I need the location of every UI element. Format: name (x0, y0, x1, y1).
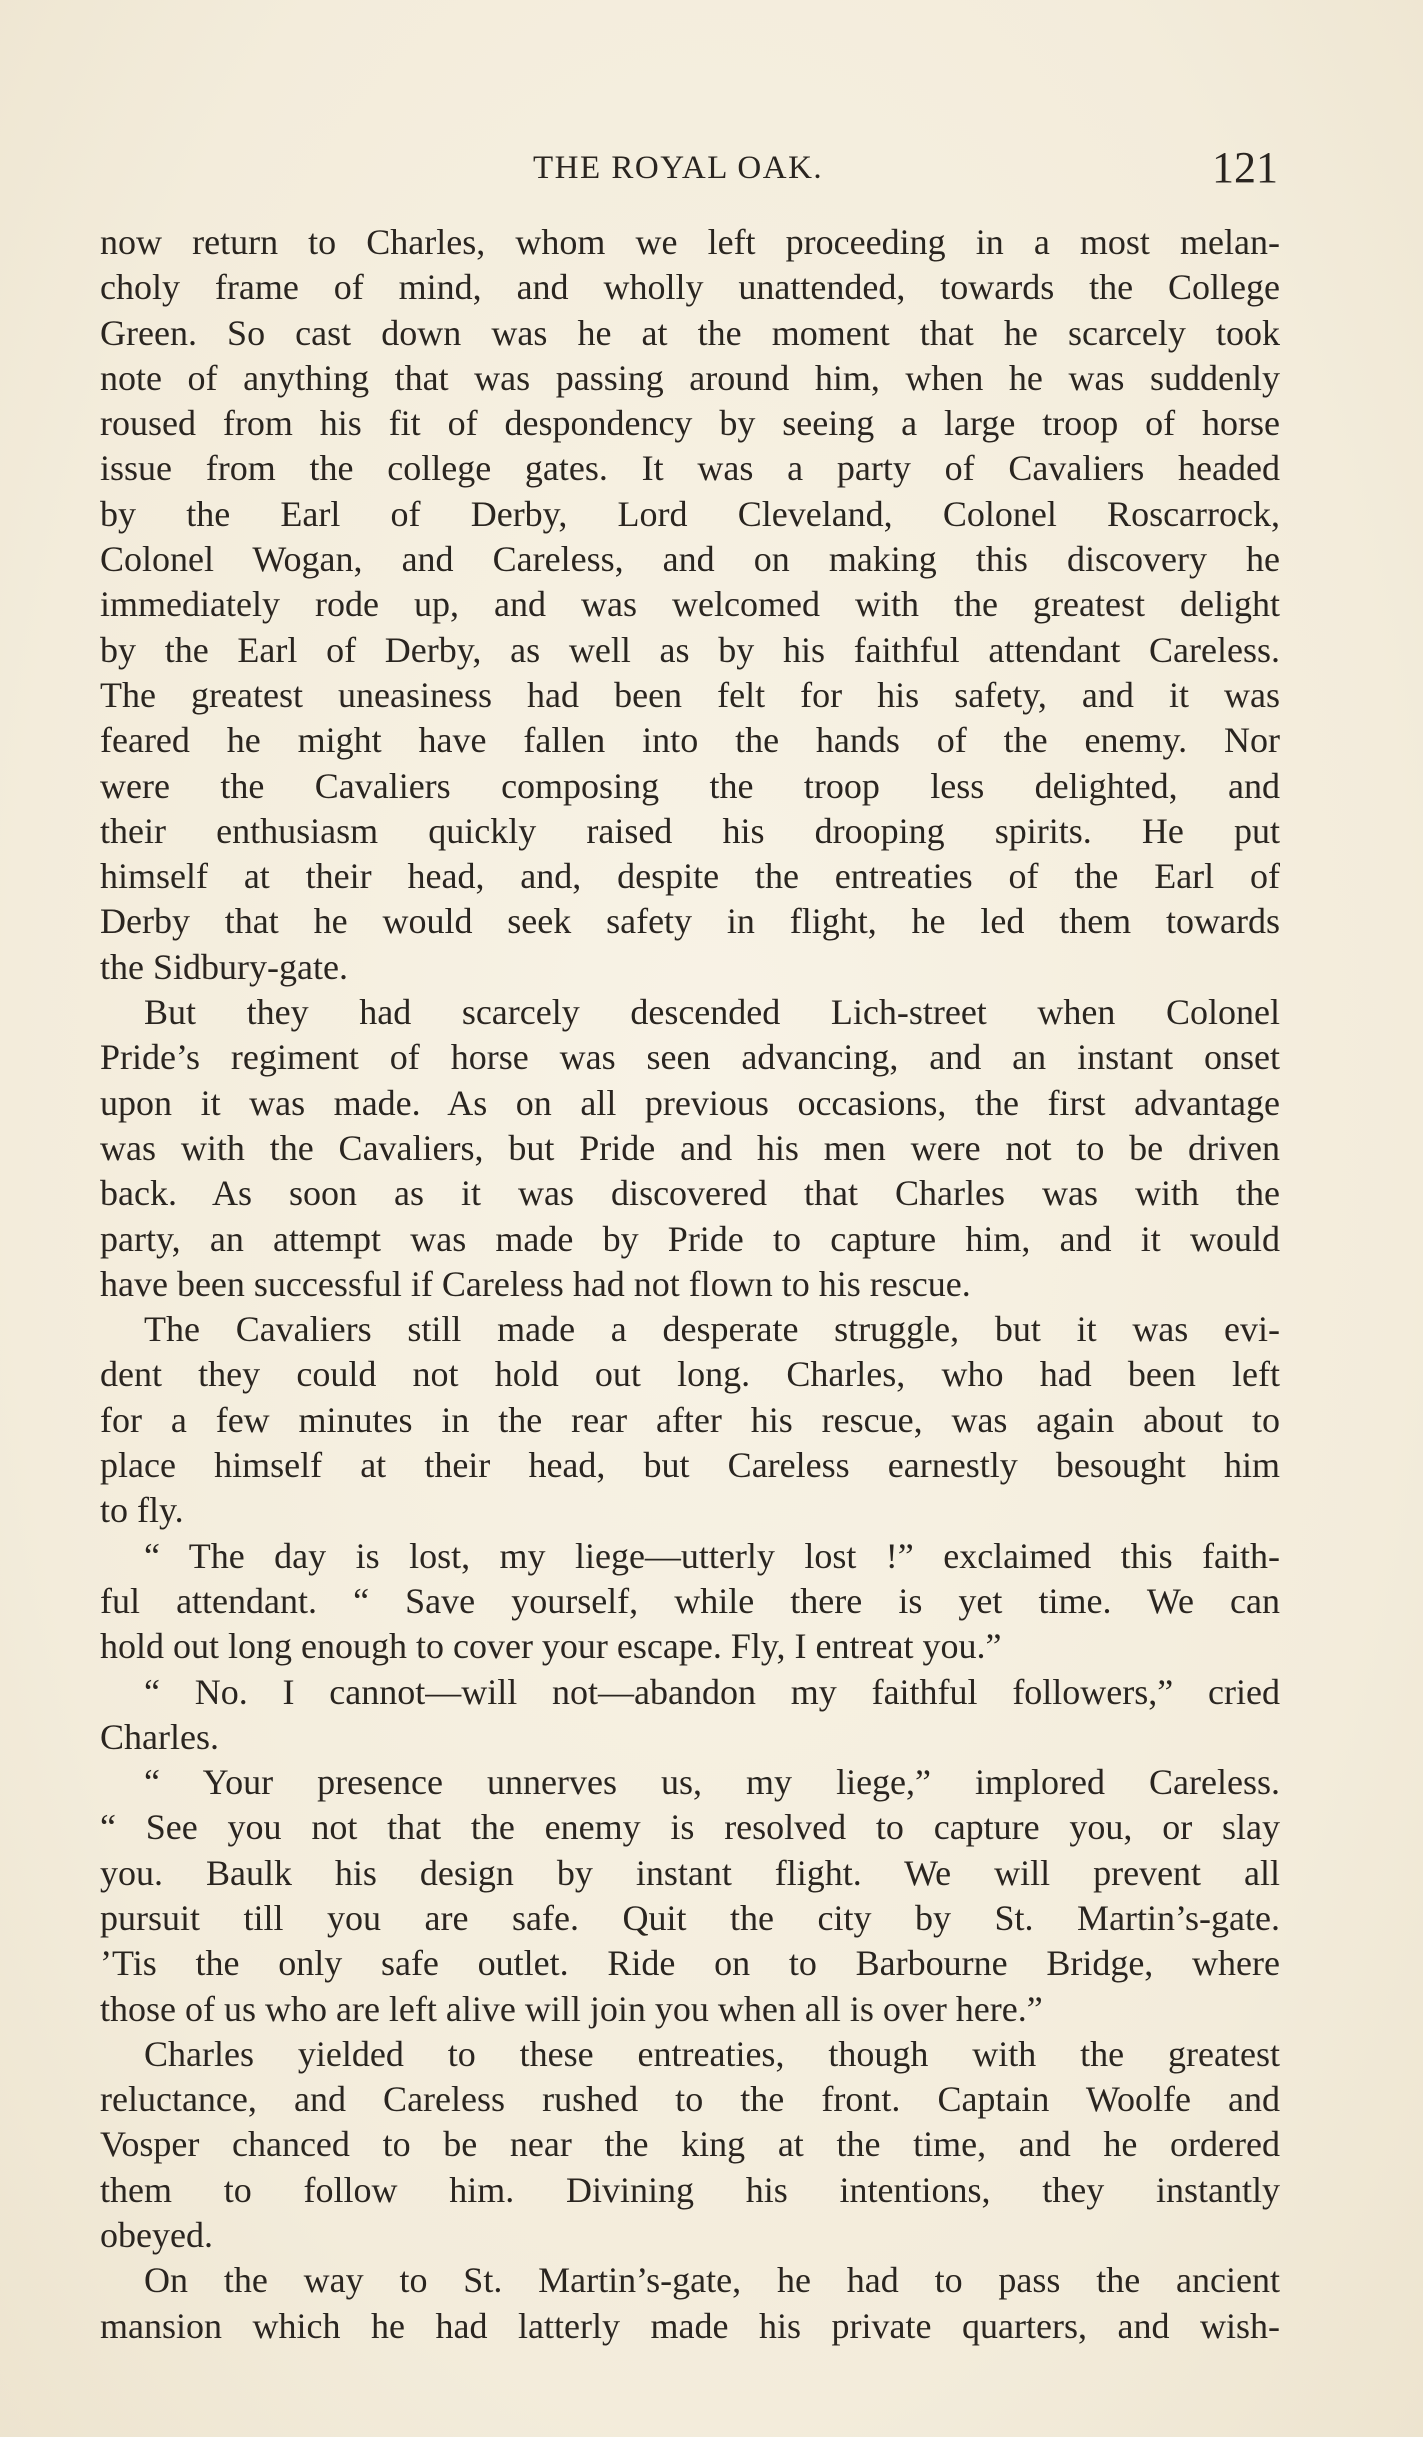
page-header (100, 138, 1280, 198)
text-line: himself at their head, and, despite the entreaties of the Earl of (100, 856, 1280, 897)
text-line: by the Earl of Derby, Lord Cleveland, Colonel Roscarrock, (100, 493, 1280, 534)
text-line: dent they could not hold out long. Charles, who had been left (100, 1354, 1280, 1395)
text-line: Charles. (100, 1716, 219, 1757)
text-line: “ See you not that the enemy is resolved to capture you, or slay (100, 1807, 1280, 1848)
text-line: pursuit till you are safe. Quit the city by St. Martin’s-gate. (100, 1897, 1280, 1938)
text-line: roused from his fit of despondency by seeing a large troop of horse (100, 403, 1280, 444)
text-line: “ The day is lost, my liege—utterly lost !” exclaimed this faith- (144, 1535, 1280, 1576)
text-line: those of us who are left alive will join you when all is over here.” (100, 1988, 1043, 2029)
text-line: were the Cavaliers composing the troop less delighted, and (100, 765, 1280, 806)
text-line: by the Earl of Derby, as well as by his faithful attendant Careless. (100, 629, 1280, 670)
text-line: Derby that he would seek safety in flight, he led them towards (100, 901, 1280, 942)
text-line: mansion which he had latterly made his private quarters, and wish- (100, 2305, 1280, 2346)
text-line: On the way to St. Martin’s-gate, he had to pass the ancient (144, 2260, 1280, 2301)
text-line: you. Baulk his design by instant flight. We will prevent all (100, 1852, 1280, 1893)
page-number: 121 (1212, 143, 1278, 192)
text-line: Pride’s regiment of horse was seen advancing, and an instant onset (100, 1037, 1280, 1078)
text-line: ful attendant. “ Save yourself, while there is yet time. We can (100, 1580, 1280, 1621)
text-line: their enthusiasm quickly raised his drooping spirits. He put (100, 810, 1280, 851)
text-line: issue from the college gates. It was a party of Cavaliers headed (100, 448, 1280, 489)
text-line: party, an attempt was made by Pride to capture him, and it would (100, 1218, 1280, 1259)
text-line: The Cavaliers still made a desperate struggle, but it was evi- (144, 1309, 1280, 1350)
text-line: “ Your presence unnerves us, my liege,” implored Careless. (144, 1762, 1280, 1803)
text-line: immediately rode up, and was welcomed with the greatest delight (100, 584, 1280, 625)
text-line: upon it was made. As on all previous occasions, the first advantage (100, 1082, 1280, 1123)
text-line: obeyed. (100, 2215, 213, 2256)
text-line: ’Tis the only safe outlet. Ride on to Barbourne Bridge, where (100, 1943, 1280, 1984)
text-line: Vosper chanced to be near the king at the time, and he ordered (100, 2124, 1280, 2165)
text-line: them to follow him. Divining his intentions, they instantly (100, 2169, 1280, 2210)
text-line: was with the Cavaliers, but Pride and his men were not to be driven (100, 1127, 1280, 1168)
text-line: But they had scarcely descended Lich-street when Colonel (144, 992, 1280, 1033)
text-line: hold out long enough to cover your escape. Fly, I entreat you.” (100, 1626, 1002, 1667)
body-text (100, 220, 1280, 2349)
text-line: The greatest uneasiness had been felt for his safety, and it was (100, 674, 1280, 715)
running-title: THE ROYAL OAK. (533, 150, 824, 186)
text-line: note of anything that was passing around him, when he was suddenly (100, 357, 1280, 398)
text-line: back. As soon as it was discovered that Charles was with the (100, 1173, 1280, 1214)
text-line: have been successful if Careless had not flown to his rescue. (100, 1263, 971, 1304)
text-line: Colonel Wogan, and Careless, and on making this discovery he (100, 539, 1280, 580)
text-line: choly frame of mind, and wholly unattended, towards the College (100, 267, 1280, 308)
text-line: feared he might have fallen into the hands of the enemy. Nor (100, 720, 1280, 761)
text-line: place himself at their head, but Careless earnestly besought him (100, 1445, 1280, 1486)
text-line: “ No. I cannot—will not—abandon my faithful followers,” cried (144, 1671, 1280, 1712)
text-line: the Sidbury-gate. (100, 946, 348, 987)
text-line: Charles yielded to these entreaties, though with the greatest (144, 2033, 1280, 2074)
text-line: Green. So cast down was he at the moment that he scarcely took (100, 312, 1280, 353)
text-line: to fly. (100, 1490, 184, 1531)
text-line: reluctance, and Careless rushed to the front. Captain Woolfe and (100, 2079, 1280, 2120)
text-line: now return to Charles, whom we left proceeding in a most melan- (100, 222, 1280, 262)
text-line: for a few minutes in the rear after his rescue, was again about to (100, 1399, 1280, 1440)
